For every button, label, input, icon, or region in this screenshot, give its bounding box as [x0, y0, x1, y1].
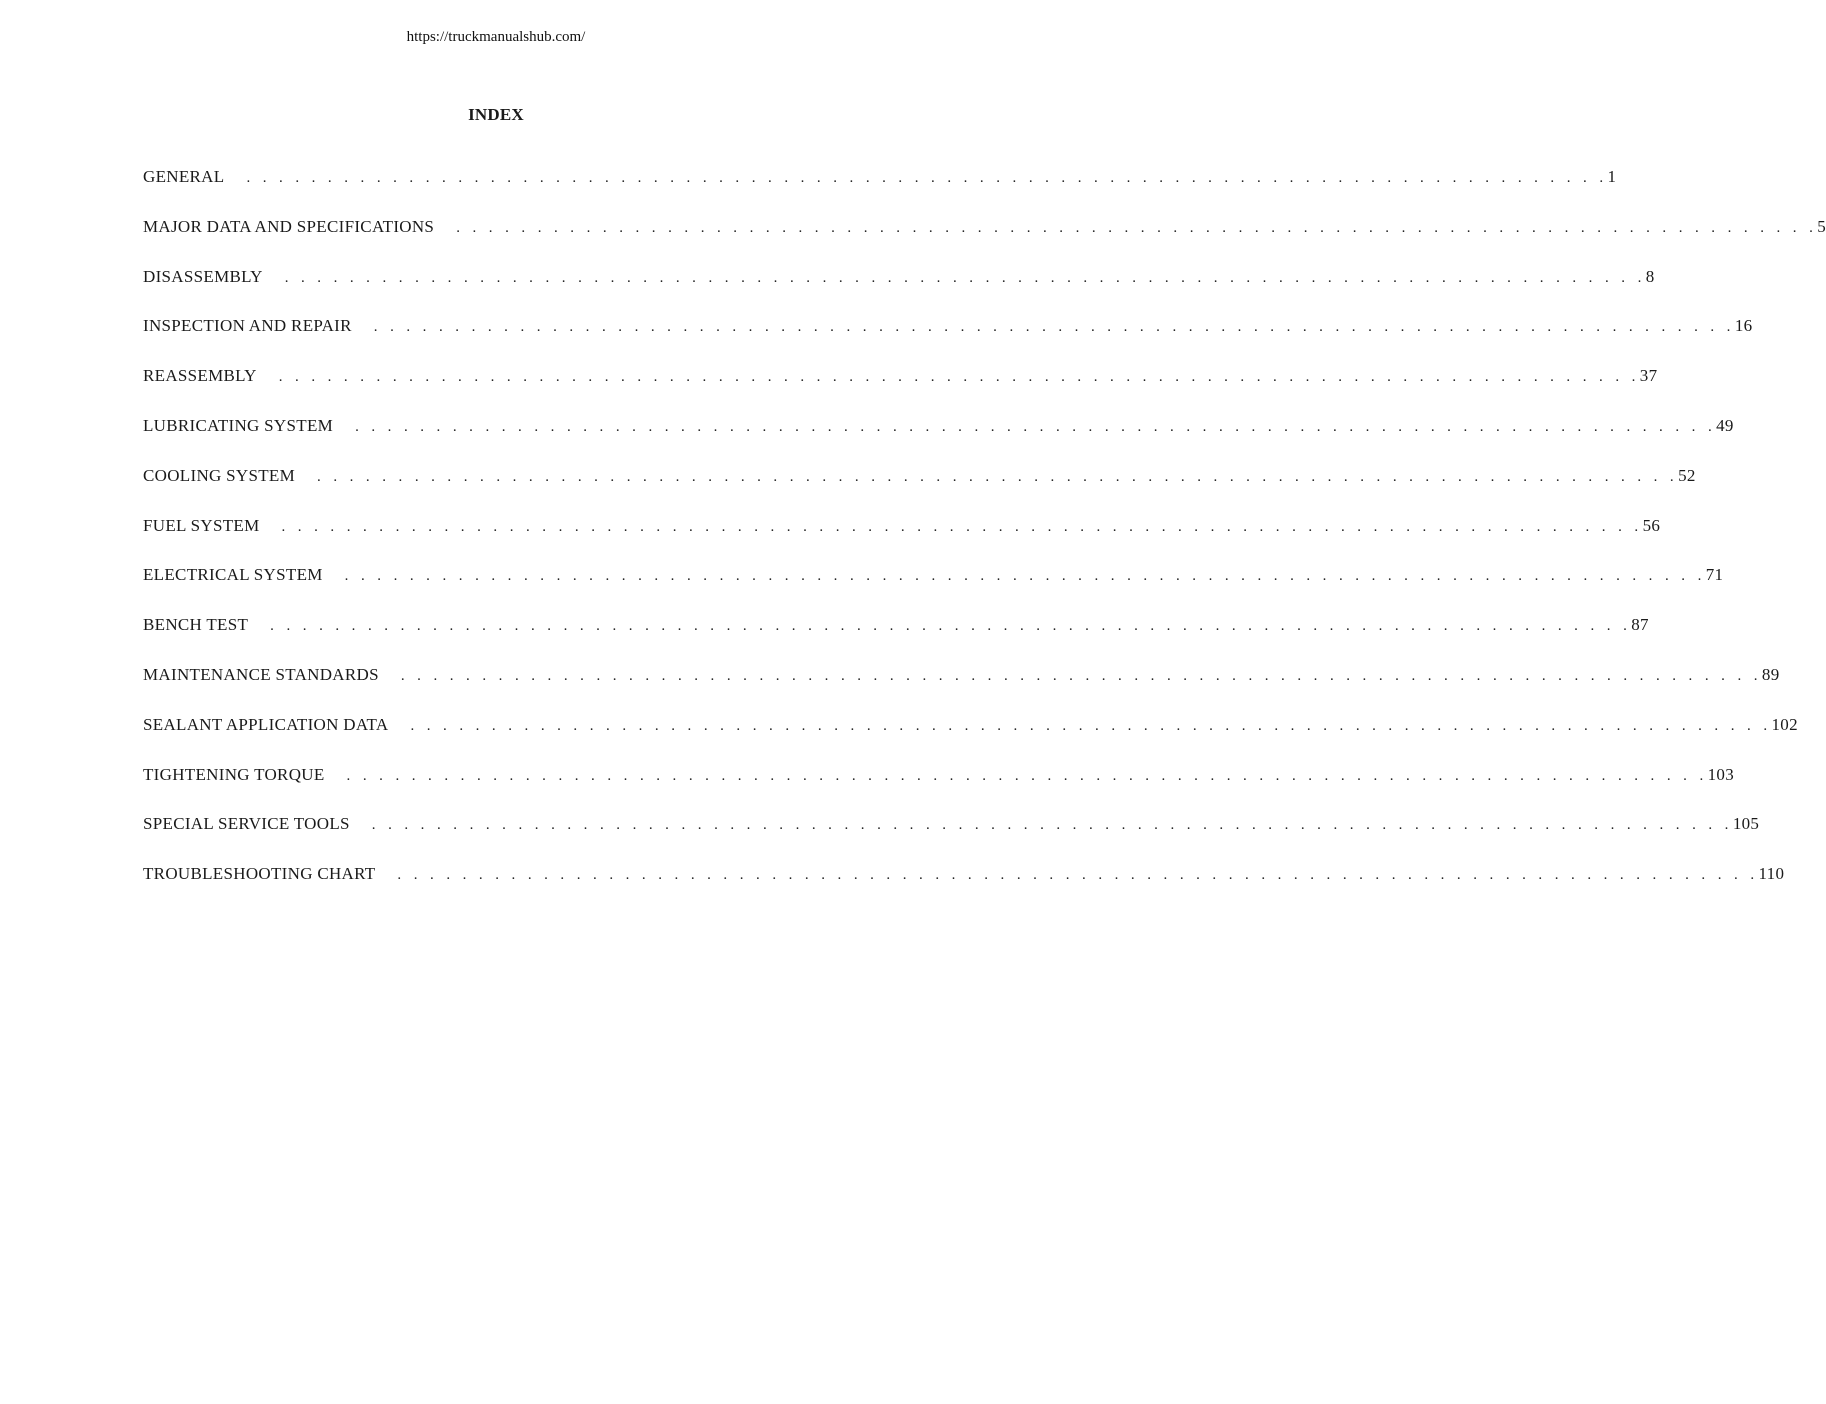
dot-leader: . . . . . . . . . . . . . . . . . . . . . . . . . . . . . . . . . . . . . . . . . . . . . . . . . . . . . . . . . . . . . . . . . . . . . . . . . . . . . . . . . . . . [284, 269, 1646, 286]
source-url: https://truckmanualshub.com/ [406, 29, 586, 45]
toc-entry-label: ELECTRICAL SYSTEM [143, 565, 323, 585]
toc-entry-page: 89 [1761, 664, 1780, 684]
toc-entry-page: 52 [1678, 465, 1696, 485]
toc-entry-page: 49 [1716, 415, 1734, 435]
dot-leader: . . . . . . . . . . . . . . . . . . . . . . . . . . . . . . . . . . . . . . . . . . . . . . . . . . . . . . . . . . . . . . . . . . . . . . . . . . . . . . . . . . . . [281, 518, 1643, 535]
dot-leader: . . . . . . . . . . . . . . . . . . . . . . . . . . . . . . . . . . . . . . . . . . . . . . . . . . . . . . . . . . . . . . . . . . . . . . . . . . . . . . . . . . . . [456, 219, 1818, 236]
dot-leader: . . . . . . . . . . . . . . . . . . . . . . . . . . . . . . . . . . . . . . . . . . . . . . . . . . . . . . . . . . . . . . . . . . . . . . . . . . . . . . . . . . . . [270, 618, 1632, 635]
toc-entry-torque[interactable] [143, 764, 1735, 815]
dot-leader: . . . . . . . . . . . . . . . . . . . . . . . . . . . . . . . . . . . . . . . . . . . . . . . . . . . . . . . . . . . . . . . . . . . . . . . . . . . . . . . . . . . . [278, 369, 1640, 386]
toc-entry-page: 5 [1817, 216, 1826, 236]
toc-entry-page: 16 [1734, 316, 1753, 336]
toc-entry-page: 1 [1607, 167, 1617, 186]
toc-entry-page: 37 [1639, 366, 1658, 386]
page-title: INDEX [468, 105, 524, 124]
toc-entry-label: SPECIAL SERVICE TOOLS [143, 814, 350, 834]
toc-entry-cooling[interactable] [143, 465, 1696, 516]
toc-entry-bench-test[interactable] [143, 615, 1649, 665]
dot-leader: . . . . . . . . . . . . . . . . . . . . . . . . . . . . . . . . . . . . . . . . . . . . . . . . . . . . . . . . . . . . . . . . . . . . . . . . . . . . . . . . . . . . [344, 568, 1706, 585]
dot-leader: . . . . . . . . . . . . . . . . . . . . . . . . . . . . . . . . . . . . . . . . . . . . . . . . . . . . . . . . . . . . . . . . . . . . . . . . . . . . . . . . . . . . [246, 170, 1608, 186]
toc-entry-label: FUEL SYSTEM [143, 515, 260, 535]
toc-entry-page: 71 [1705, 565, 1724, 585]
toc-entry-page: 56 [1642, 515, 1661, 535]
toc-entry-reassembly[interactable] [143, 366, 1658, 416]
toc-entry-inspection[interactable] [143, 316, 1753, 366]
dot-leader: . . . . . . . . . . . . . . . . . . . . . . . . . . . . . . . . . . . . . . . . . . . . . . . . . . . . . . . . . . . . . . . . . . . . . . . . . . . . . . . . . . . . [397, 867, 1759, 884]
toc-entry-label: MAINTENANCE STANDARDS [143, 664, 379, 684]
dot-leader: . . . . . . . . . . . . . . . . . . . . . . . . . . . . . . . . . . . . . . . . . . . . . . . . . . . . . . . . . . . . . . . . . . . . . . . . . . . . . . . . . . . . [373, 319, 1735, 336]
toc-entry-sealant[interactable] [143, 714, 1798, 765]
toc-entry-label: COOLING SYSTEM [143, 465, 296, 485]
toc-entry-page: 102 [1771, 714, 1798, 734]
toc-entry-label: DISASSEMBLY [143, 266, 263, 286]
toc-entry-page: 103 [1707, 764, 1735, 784]
toc-entry-label: BENCH TEST [143, 615, 249, 635]
toc-entry-troubleshooting[interactable] [143, 864, 1785, 914]
toc-entry-label: GENERAL [143, 167, 225, 186]
toc-entry-label: INSPECTION AND REPAIR [143, 316, 352, 336]
toc-entry-label: MAJOR DATA AND SPECIFICATIONS [143, 216, 435, 236]
toc-entry-label: SEALANT APPLICATION DATA [143, 714, 389, 734]
toc-entry-fuel[interactable] [143, 515, 1661, 566]
toc-entry-disassembly[interactable] [143, 266, 1655, 317]
toc-entry-page: 105 [1732, 814, 1760, 834]
toc-entry-label: LUBRICATING SYSTEM [143, 415, 334, 435]
toc-entry-label: TROUBLESHOOTING CHART [143, 864, 376, 884]
dot-leader: . . . . . . . . . . . . . . . . . . . . . . . . . . . . . . . . . . . . . . . . . . . . . . . . . . . . . . . . . . . . . . . . . . . . . . . . . . . . . . . . . . . . [355, 418, 1717, 435]
dot-leader: . . . . . . . . . . . . . . . . . . . . . . . . . . . . . . . . . . . . . . . . . . . . . . . . . . . . . . . . . . . . . . . . . . . . . . . . . . . . . . . . . . . . [346, 767, 1708, 784]
toc-entry-page: 8 [1645, 266, 1655, 286]
toc-entry-general[interactable] [143, 167, 1617, 217]
toc-entry-page: 87 [1631, 615, 1649, 635]
dot-leader: . . . . . . . . . . . . . . . . . . . . . . . . . . . . . . . . . . . . . . . . . . . . . . . . . . . . . . . . . . . . . . . . . . . . . . . . . . . . . . . . . . . . [317, 468, 1679, 485]
toc-entry-label: REASSEMBLY [143, 366, 257, 386]
dot-leader: . . . . . . . . . . . . . . . . . . . . . . . . . . . . . . . . . . . . . . . . . . . . . . . . . . . . . . . . . . . . . . . . . . . . . . . . . . . . . . . . . . . . [410, 717, 1772, 734]
toc-entry-special-tools[interactable] [143, 814, 1760, 864]
dot-leader: . . . . . . . . . . . . . . . . . . . . . . . . . . . . . . . . . . . . . . . . . . . . . . . . . . . . . . . . . . . . . . . . . . . . . . . . . . . . . . . . . . . . [371, 817, 1733, 834]
toc-entry-lubricating[interactable] [143, 415, 1734, 466]
toc-entry-page: 110 [1758, 864, 1785, 884]
toc-entry-major-data[interactable] [143, 216, 1826, 267]
toc-entry-label: TIGHTENING TORQUE [143, 764, 325, 784]
table-of-contents [143, 167, 1826, 914]
toc-entry-electrical[interactable] [143, 565, 1724, 615]
toc-entry-maintenance[interactable] [143, 664, 1780, 715]
dot-leader: . . . . . . . . . . . . . . . . . . . . . . . . . . . . . . . . . . . . . . . . . . . . . . . . . . . . . . . . . . . . . . . . . . . . . . . . . . . . . . . . . . . . [400, 667, 1762, 684]
